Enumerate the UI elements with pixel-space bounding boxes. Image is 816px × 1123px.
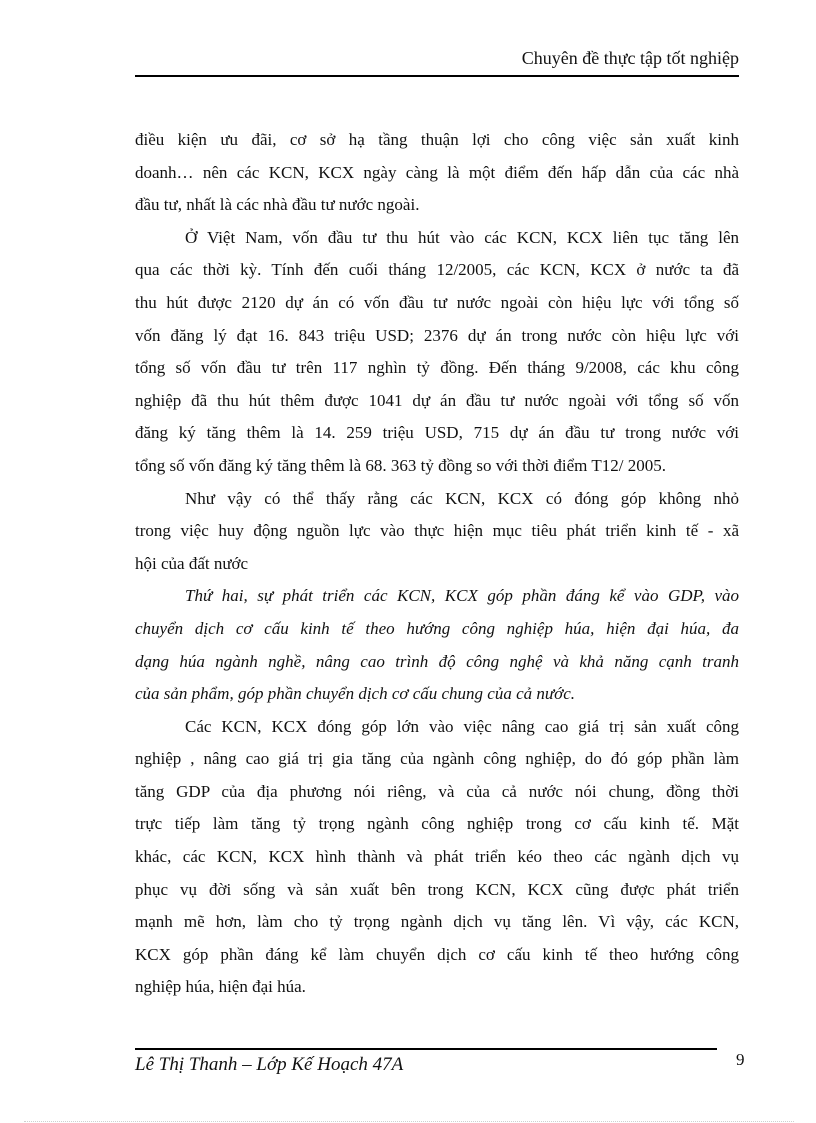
- footer-author: Lê Thị Thanh – Lớp Kế Hoạch 47A: [135, 1054, 404, 1075]
- text-line: qua các thời kỳ. Tính đến cuối tháng 12/2005, các KCN, KCX ở nước ta đã: [135, 260, 739, 280]
- text-line: đầu tư, nhất là các nhà đầu tư nước ngoài.: [135, 195, 420, 215]
- document-body: [135, 124, 739, 1004]
- paragraph-1: [135, 124, 739, 222]
- text-line: nghiệp húa, hiện đại húa.: [135, 977, 306, 997]
- text-line: thu hút được 2120 dự án có vốn đầu tư nước ngoài còn hiệu lực với tổng số: [135, 292, 739, 312]
- text-line: tổng số vốn đầu tư trên 117 nghìn tỷ đồng. Đến tháng 9/2008, các khu công: [135, 358, 739, 378]
- text-line: KCX góp phần đáng kể làm chuyển dịch cơ cấu kinh tế theo hướng công: [135, 944, 739, 964]
- text-line: điều kiện ưu đãi, cơ sở hạ tầng thuận lợi cho công việc sản xuất kinh: [135, 130, 739, 149]
- text-line: đăng ký tăng thêm là 14. 259 triệu USD, 715 dự án đầu tư trong nước với: [135, 423, 739, 443]
- text-line: hội của đất nước: [135, 553, 249, 573]
- text-line: doanh… nên các KCN, KCX ngày càng là một điểm đến hấp dẫn của các nhà: [135, 162, 739, 182]
- text-line: khác, các KCN, KCX hình thành và phát triển kéo theo các ngành dịch vụ: [135, 847, 739, 867]
- page-header: [135, 48, 739, 77]
- text-line: trong việc huy động nguồn lực vào thực hiện mục tiêu phát triển kinh tế - xã: [135, 521, 739, 541]
- page-bottom-border: [24, 1121, 794, 1122]
- text-line: Các KCN, KCX đóng góp lớn vào việc nâng cao giá trị sản xuất công: [185, 716, 739, 736]
- text-line: tăng GDP của địa phương nói riêng, và của cả nước nói chung, đồng thời: [135, 781, 739, 801]
- paragraph-3: [135, 483, 739, 581]
- text-line: của sản phẩm, góp phần chuyển dịch cơ cấu chung của cả nước.: [135, 684, 576, 704]
- text-line: trực tiếp làm tăng tỷ trọng ngành công nghiệp trong cơ cấu kinh tế. Mặt: [135, 814, 739, 834]
- paragraph-5: [135, 711, 739, 1004]
- text-line: nghiệp , nâng cao giá trị gia tăng của ngành công nghiệp, do đó góp phần làm: [135, 749, 739, 769]
- paragraph-2: [135, 222, 739, 483]
- text-line: chuyển dịch cơ cấu kinh tế theo hướng công nghiệp húa, hiện đại húa, đa: [135, 618, 739, 638]
- page-number: 9: [736, 1050, 745, 1069]
- text-line: vốn đăng lý đạt 16. 843 triệu USD; 2376 dự án trong nước còn hiệu lực với: [135, 325, 739, 345]
- text-line: Ở Việt Nam, vốn đầu tư thu hút vào các KCN, KCX liên tục tăng lên: [185, 227, 739, 247]
- text-line: nghiệp đã thu hút thêm được 1041 dự án đầu tư nước ngoài với tổng số vốn: [135, 390, 739, 410]
- text-line: Thứ hai, sự phát triển các KCN, KCX góp phần đáng kể vào GDP, vào: [185, 586, 739, 606]
- paragraph-4-italic: [135, 580, 739, 710]
- text-line: mạnh mẽ hơn, làm cho tỷ trọng ngành dịch vụ tăng lên. Vì vậy, các KCN,: [135, 912, 739, 932]
- text-line: dạng húa ngành nghề, nâng cao trình độ công nghệ và khả năng cạnh tranh: [135, 651, 739, 671]
- text-line: Như vậy có thể thấy rằng các KCN, KCX có đóng góp không nhỏ: [185, 488, 739, 508]
- footer-divider: [135, 1048, 717, 1050]
- header-title: Chuyên đề thực tập tốt nghiệp: [521, 48, 739, 68]
- text-line: tổng số vốn đăng ký tăng thêm là 68. 363 tỷ đồng so với thời điểm T12/ 2005.: [135, 455, 666, 475]
- text-line: phục vụ đời sống và sản xuất bên trong KCN, KCX cũng được phát triển: [135, 879, 739, 899]
